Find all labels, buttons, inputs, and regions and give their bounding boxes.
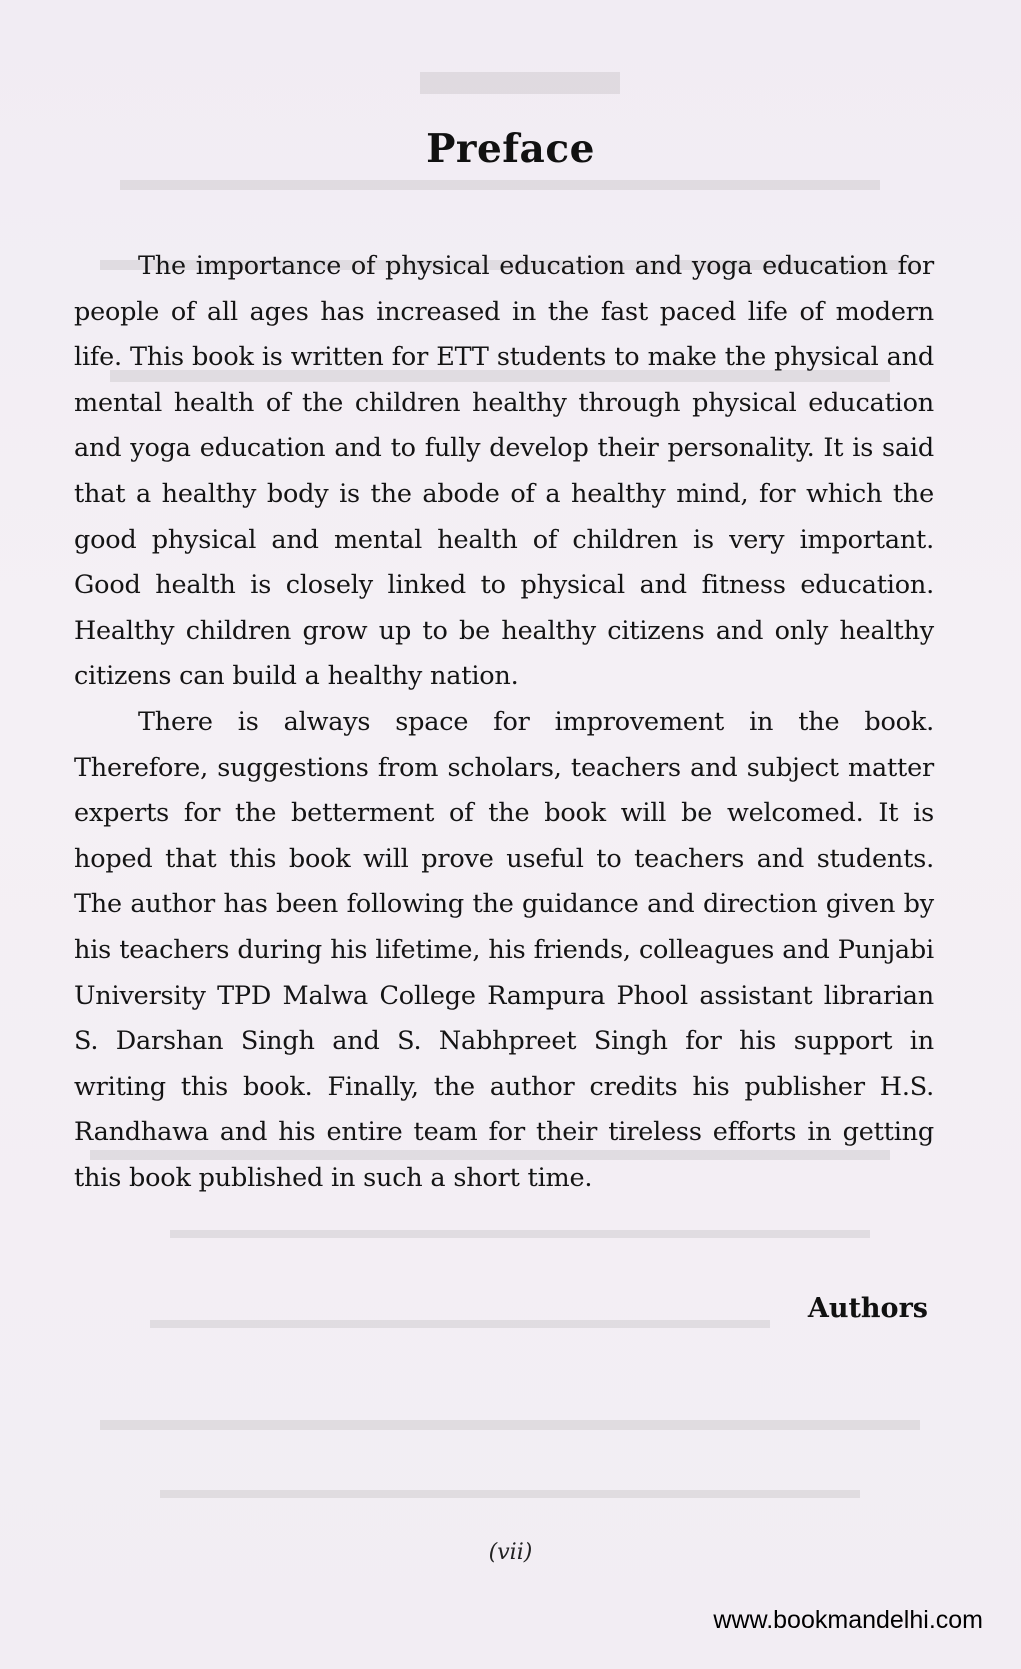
paragraph-2: There is always space for improvement in the book. Therefore, suggestions from scholars, teachers and subject matter experts for the betterment of the book will be welcomed. It is hoped that this book will prove useful to teachers and students. The author has been following the guidance and direction given by his teachers during his lifetime, his friends, colleagues and Punjabi University TPD Malwa College Rampura Phool assistant librarian S. Darshan Singh and S. Nabhpreet Singh for his support in writing this book. Finally, the author credits his publisher H.S. Randhawa and his entire team for their tireless efforts in getting this book published in such a short time. [74, 706, 934, 1193]
preface-body [74, 244, 934, 1201]
paragraph-1: The importance of physical education and yoga education for people of all ages has increased in the fast paced life of modern life. This book is written for ETT students to make the physical and mental health of the children healthy through physical education and yoga education and to fully develop their personality. It is said that a healthy body is the abode of a healthy mind, for which the good physical and mental health of children is very important. Good health is closely linked to physical and fitness education. Healthy children grow up to be healthy citizens and only healthy citizens can build a healthy nation. [74, 251, 934, 692]
page-number: (vii) [488, 1540, 533, 1565]
authors-signoff: Authors [807, 1293, 928, 1324]
page-title: Preface [426, 126, 595, 172]
website-watermark: www.bookmandelhi.com [713, 1606, 983, 1634]
